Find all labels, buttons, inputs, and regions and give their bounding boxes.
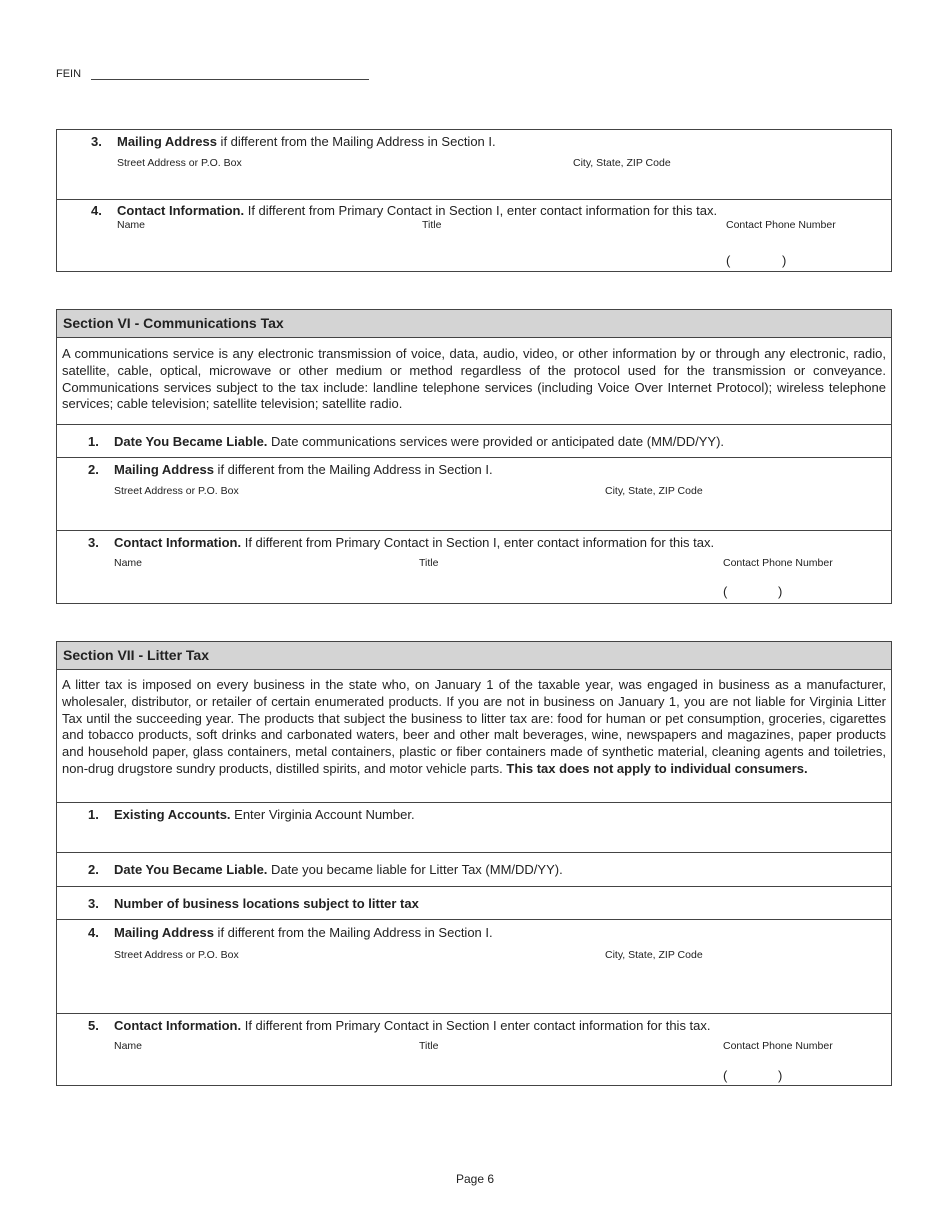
area-code-open-paren: ( <box>723 584 728 599</box>
section7-title: Section VII - Litter Tax <box>57 642 891 670</box>
section7-box <box>56 641 892 1086</box>
section7-description-bold: This tax does not apply to individual consumers. <box>506 760 808 776</box>
question-text: Contact Information. If different from Primary Contact in Section I, enter contact information for this tax. <box>117 203 718 218</box>
question-text: Contact Information. If different from Primary Contact in Section I enter contact information for this tax. <box>114 1018 711 1033</box>
s7-date-liable-row[interactable] <box>57 852 891 886</box>
section6-description: A communications service is any electronic transmission of voice, data, audio, video, or other information by or through any electronic, radio, satellite, cable, optical, microwave or other medium or method regardless of the protocol used for the transmission or conveyance. Communications services subject to the tax include: landline telephone services (including Voice Over Internet Protocol); wireless telephone services; cable television; satellite television; satellite radio. <box>62 346 886 412</box>
s5-mailing-address-row <box>57 130 891 199</box>
contact-name-field[interactable]: Name <box>117 219 146 231</box>
s7-business-locations-row[interactable] <box>57 886 891 919</box>
page-number: Page 6 <box>455 1172 495 1186</box>
contact-phone-field[interactable]: Contact Phone Number <box>723 1040 833 1052</box>
street-address-field[interactable]: Street Address or P.O. Box <box>114 949 239 961</box>
s7-mailing-address-row <box>57 919 891 1013</box>
section5-continued-box <box>56 129 892 272</box>
question-text: Date You Became Liable. Date communications services were provided or anticipated date (MM/DD/YY). <box>114 434 725 449</box>
question-number: 1. <box>88 807 99 822</box>
question-number: 5. <box>88 1018 99 1033</box>
area-code-open-paren: ( <box>723 1068 728 1083</box>
area-code-open-paren: ( <box>726 253 731 268</box>
question-number: 2. <box>88 462 99 477</box>
question-number: 4. <box>88 925 99 940</box>
s5-contact-row <box>57 199 891 272</box>
area-code-close-paren: ) <box>782 253 787 268</box>
area-code-close-paren: ) <box>778 1068 783 1083</box>
fein-field <box>56 68 369 80</box>
question-number: 2. <box>88 862 99 877</box>
question-number: 1. <box>88 434 99 449</box>
contact-name-field[interactable]: Name <box>114 1040 143 1052</box>
s6-contact-row <box>57 530 891 603</box>
area-code-close-paren: ) <box>778 584 783 599</box>
contact-title-field[interactable]: Title <box>419 1040 439 1052</box>
question-number: 3. <box>88 535 99 550</box>
s7-contact-row <box>57 1013 891 1087</box>
s6-mailing-address-row <box>57 457 891 530</box>
contact-phone-field[interactable]: Contact Phone Number <box>723 557 833 569</box>
question-text: Date You Became Liable. Date you became liable for Litter Tax (MM/DD/YY). <box>114 862 563 877</box>
section6-box <box>56 309 892 604</box>
contact-title-field[interactable]: Title <box>419 557 439 569</box>
city-state-zip-field[interactable]: City, State, ZIP Code <box>605 949 703 961</box>
question-text: Mailing Address if different from the Mailing Address in Section I. <box>114 925 493 940</box>
contact-phone-field[interactable]: Contact Phone Number <box>726 219 836 231</box>
fein-label: FEIN <box>56 68 82 80</box>
s6-date-liable-row[interactable] <box>57 424 891 457</box>
city-state-zip-field[interactable]: City, State, ZIP Code <box>605 485 703 497</box>
city-state-zip-field[interactable]: City, State, ZIP Code <box>573 157 671 169</box>
fein-input-line[interactable] <box>91 68 369 80</box>
street-address-field[interactable]: Street Address or P.O. Box <box>114 485 239 497</box>
question-number: 3. <box>91 134 102 149</box>
contact-title-field[interactable]: Title <box>422 219 442 231</box>
contact-name-field[interactable]: Name <box>114 557 143 569</box>
question-text: Contact Information. If different from Primary Contact in Section I, enter contact information for this tax. <box>114 535 715 550</box>
question-text: Number of business locations subject to litter tax <box>114 896 419 911</box>
s7-existing-accounts-row[interactable] <box>57 802 891 852</box>
question-number: 4. <box>91 203 102 218</box>
section6-title: Section VI - Communications Tax <box>57 310 891 338</box>
section7-description: A litter tax is imposed on every business in the state who, on January 1 of the taxable year, was engaged in business as a manufacturer, wholesaler, distributor, or retailer of certain enumerated products. If you are not in business on January 1, you are not liable for Virginia Litter Tax until the succeeding year. The products that subject the business to litter tax are: food for human or pet consumption, groceries, cigarettes and tobacco products, soft drinks and carbonated waters, beer and other malt beverages, wine, newspapers and magazines, paper products and household paper, glass containers, metal containers, plastic or fiber containers made of synthetic material, cleaning agents and toiletries, non-drug drugstore sundry products, distilled spirits, and motor vehicle parts. This tax does not apply to individual consumers. <box>62 677 886 776</box>
question-number: 3. <box>88 896 99 911</box>
question-text: Existing Accounts. Enter Virginia Account Number. <box>114 807 415 822</box>
street-address-field[interactable]: Street Address or P.O. Box <box>117 157 242 169</box>
question-text: Mailing Address if different from the Mailing Address in Section I. <box>117 134 496 149</box>
question-text: Mailing Address if different from the Mailing Address in Section I. <box>114 462 493 477</box>
